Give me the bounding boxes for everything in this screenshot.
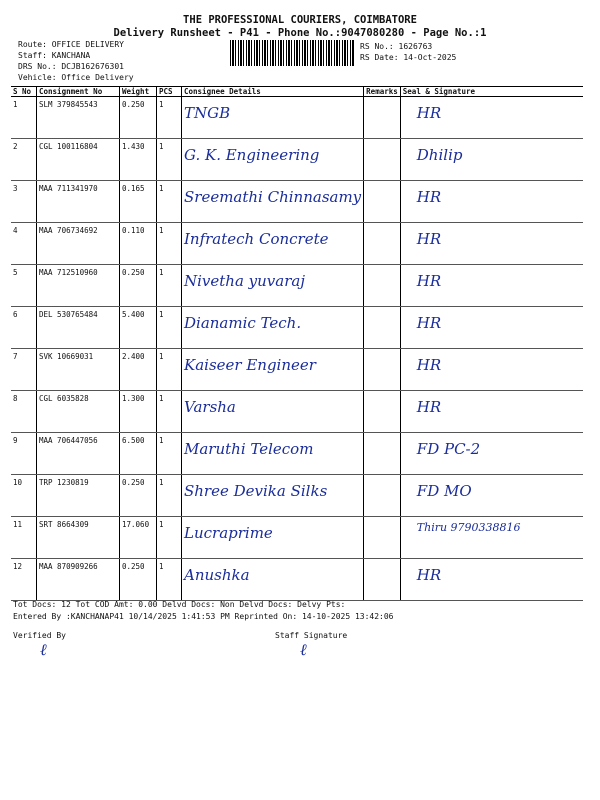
row-weight-cell (120, 517, 157, 559)
row-sno-cell (11, 181, 37, 223)
row-sno: 7 (13, 352, 18, 361)
row-consignee: Lucraprime (184, 524, 273, 542)
col-remarks: Remarks (364, 87, 401, 97)
row-signature-cell (400, 97, 583, 139)
row-sno-cell (11, 517, 37, 559)
staff-signature-scribble: ℓ (300, 640, 307, 659)
row-consignee: Shree Devika Silks (184, 482, 328, 500)
row-sno: 5 (13, 268, 18, 277)
row-consignment-no: TRP 1230819 (39, 478, 89, 487)
row-consignment-no-cell (37, 559, 120, 601)
row-pcs-cell (157, 139, 182, 181)
row-signature-cell (400, 307, 583, 349)
row-signature-cell (400, 559, 583, 601)
col-seal-signature: Seal & Signature (400, 87, 583, 97)
row-weight-cell (120, 139, 157, 181)
row-consignee-cell (182, 181, 364, 223)
row-consignment-no: SRT 8664309 (39, 520, 89, 529)
row-sno-cell (11, 475, 37, 517)
table-header-row (11, 87, 583, 97)
row-consignee-cell (182, 307, 364, 349)
row-remarks-cell (364, 433, 401, 475)
row-pcs: 1 (159, 394, 164, 403)
row-signature: FD MO (416, 482, 472, 500)
vehicle-label: Vehicle: Office Delivery (18, 73, 134, 82)
row-consignment-no: DEL 530765484 (39, 310, 98, 319)
row-consignment-no: MAA 711341970 (39, 184, 98, 193)
row-signature-cell (400, 349, 583, 391)
row-pcs-cell (157, 391, 182, 433)
row-consignment-no-cell (37, 139, 120, 181)
row-signature: HR (416, 104, 442, 122)
table-row (11, 181, 583, 223)
row-sno-cell (11, 265, 37, 307)
row-consignee: Sreemathi Chinnasamy (184, 188, 362, 206)
runsheet-table (11, 86, 583, 601)
row-pcs: 1 (159, 142, 164, 151)
row-weight: 0.110 (122, 226, 145, 235)
row-consignee: Nivetha yuvaraj (184, 272, 305, 290)
row-remarks-cell (364, 181, 401, 223)
row-consignee: TNGB (184, 104, 231, 122)
row-weight: 0.250 (122, 268, 145, 277)
row-consignment-no: MAA 712510960 (39, 268, 98, 277)
row-remarks-cell (364, 139, 401, 181)
col-sno: S No (11, 87, 37, 97)
entered-by-line: Entered By :KANCHANAP41 10/14/2025 1:41:53 PM Reprinted On: 14-10-2025 13:42:06 (13, 612, 394, 621)
row-weight: 0.250 (122, 100, 145, 109)
table-row (11, 223, 583, 265)
row-consignment-no: CGL 6035828 (39, 394, 89, 403)
row-weight-cell (120, 181, 157, 223)
row-remarks-cell (364, 517, 401, 559)
row-sno: 4 (13, 226, 18, 235)
route-label: Route: OFFICE DELIVERY (18, 40, 124, 49)
row-sno: 11 (13, 520, 23, 529)
company-title: THE PROFESSIONAL COURIERS, COIMBATORE (183, 14, 417, 26)
table-row (11, 307, 583, 349)
row-consignment-no: SLM 379845543 (39, 100, 98, 109)
col-weight: Weight (120, 87, 157, 97)
row-consignee: Kaiseer Engineer (184, 356, 316, 374)
row-remarks-cell (364, 307, 401, 349)
row-consignment-no-cell (37, 349, 120, 391)
row-weight-cell (120, 97, 157, 139)
row-weight: 2.400 (122, 352, 145, 361)
verified-signature-scribble: ℓ (40, 640, 47, 659)
table-row (11, 265, 583, 307)
row-consignment-no: MAA 706734692 (39, 226, 98, 235)
row-pcs: 1 (159, 268, 164, 277)
row-consignee: Maruthi Telecom (184, 440, 314, 458)
row-pcs: 1 (159, 226, 164, 235)
row-consignment-no: MAA 870909266 (39, 562, 98, 571)
row-weight-cell (120, 433, 157, 475)
row-consignee-cell (182, 391, 364, 433)
row-pcs-cell (157, 223, 182, 265)
row-signature: HR (416, 398, 442, 416)
row-signature: FD PC-2 (416, 440, 481, 458)
row-consignment-no-cell (37, 97, 120, 139)
row-consignment-no-cell (37, 391, 120, 433)
row-signature-cell (400, 391, 583, 433)
row-weight: 0.250 (122, 478, 145, 487)
row-pcs-cell (157, 475, 182, 517)
row-sno-cell (11, 139, 37, 181)
row-weight-cell (120, 559, 157, 601)
table-row (11, 559, 583, 601)
row-sno-cell (11, 307, 37, 349)
row-consignee-cell (182, 139, 364, 181)
verified-by-label: Verified By (13, 631, 66, 640)
row-consignee-cell (182, 475, 364, 517)
row-remarks-cell (364, 265, 401, 307)
row-consignee-cell (182, 559, 364, 601)
row-remarks-cell (364, 559, 401, 601)
row-signature-cell (400, 265, 583, 307)
row-signature-cell (400, 433, 583, 475)
row-consignee: Anushka (184, 566, 250, 584)
row-signature: HR (416, 272, 442, 290)
row-pcs: 1 (159, 100, 164, 109)
row-pcs-cell (157, 307, 182, 349)
col-consignment: Consignment No (37, 87, 120, 97)
row-signature-cell (400, 181, 583, 223)
row-pcs-cell (157, 517, 182, 559)
row-pcs-cell (157, 97, 182, 139)
row-signature-cell (400, 223, 583, 265)
row-weight-cell (120, 475, 157, 517)
row-consignment-no-cell (37, 307, 120, 349)
row-pcs-cell (157, 559, 182, 601)
row-consignee-cell (182, 517, 364, 559)
row-consignee-cell (182, 97, 364, 139)
row-consignee: Dianamic Tech. (184, 314, 302, 332)
row-consignee: Infratech Concrete (184, 230, 329, 248)
row-pcs: 1 (159, 352, 164, 361)
col-consignee: Consignee Details (182, 87, 364, 97)
row-consignee-cell (182, 349, 364, 391)
staff-label: Staff: KANCHANA (18, 51, 91, 60)
row-consignment-no-cell (37, 223, 120, 265)
row-pcs-cell (157, 265, 182, 307)
row-remarks-cell (364, 391, 401, 433)
row-sno: 1 (13, 100, 18, 109)
row-signature: Thiru 9790338816 (416, 521, 521, 534)
row-signature: HR (416, 314, 442, 332)
table-row (11, 139, 583, 181)
row-signature-cell (400, 475, 583, 517)
row-consignment-no-cell (37, 181, 120, 223)
row-sno: 8 (13, 394, 18, 403)
drs-label: DRS No.: DCJB162676301 (18, 62, 124, 71)
row-consignment-no: CGL 100116804 (39, 142, 98, 151)
row-consignee: Varsha (184, 398, 236, 416)
table-row (11, 475, 583, 517)
rs-date: RS Date: 14-Oct-2025 (360, 53, 457, 62)
table-row (11, 391, 583, 433)
row-sno-cell (11, 433, 37, 475)
row-sno: 2 (13, 142, 18, 151)
row-consignee: G. K. Engineering (184, 146, 320, 164)
row-consignment-no: SVK 10669031 (39, 352, 94, 361)
row-sno: 6 (13, 310, 18, 319)
row-sno-cell (11, 97, 37, 139)
row-weight: 5.400 (122, 310, 145, 319)
row-pcs: 1 (159, 562, 164, 571)
row-pcs-cell (157, 181, 182, 223)
row-signature: HR (416, 566, 442, 584)
row-sno-cell (11, 559, 37, 601)
row-remarks-cell (364, 223, 401, 265)
rs-number: RS No.: 1626763 (360, 42, 433, 51)
row-pcs: 1 (159, 436, 164, 445)
table-row (11, 433, 583, 475)
row-consignment-no: MAA 706447056 (39, 436, 98, 445)
row-signature-cell (400, 517, 583, 559)
row-weight: 0.165 (122, 184, 145, 193)
totals-line: Tot Docs: 12 Tot COD Amt: 0.00 Delvd Docs: Non Delvd Docs: Delvy Pts: (13, 600, 346, 609)
row-sno-cell (11, 223, 37, 265)
row-consignee-cell (182, 265, 364, 307)
col-pcs: PCS (157, 87, 182, 97)
table-row (11, 517, 583, 559)
row-weight-cell (120, 265, 157, 307)
row-weight-cell (120, 391, 157, 433)
row-sno-cell (11, 349, 37, 391)
row-sno: 10 (13, 478, 23, 487)
row-consignee-cell (182, 433, 364, 475)
row-sno: 9 (13, 436, 18, 445)
row-remarks-cell (364, 349, 401, 391)
row-pcs: 1 (159, 184, 164, 193)
row-signature: HR (416, 230, 442, 248)
row-pcs-cell (157, 349, 182, 391)
row-weight: 0.250 (122, 562, 145, 571)
row-signature: HR (416, 188, 442, 206)
table-row (11, 349, 583, 391)
row-consignment-no-cell (37, 475, 120, 517)
row-weight-cell (120, 349, 157, 391)
row-weight: 1.300 (122, 394, 145, 403)
row-weight: 17.060 (122, 520, 150, 529)
row-consignment-no-cell (37, 517, 120, 559)
row-signature: Dhilip (416, 146, 463, 164)
staff-signature-label: Staff Signature (275, 631, 348, 640)
row-signature: HR (416, 356, 442, 374)
row-sno: 12 (13, 562, 23, 571)
row-consignment-no-cell (37, 433, 120, 475)
row-weight-cell (120, 307, 157, 349)
row-remarks-cell (364, 97, 401, 139)
row-sno: 3 (13, 184, 18, 193)
row-pcs: 1 (159, 478, 164, 487)
row-weight: 1.430 (122, 142, 145, 151)
row-pcs: 1 (159, 520, 164, 529)
row-pcs-cell (157, 433, 182, 475)
row-sno-cell (11, 391, 37, 433)
row-weight-cell (120, 223, 157, 265)
row-consignee-cell (182, 223, 364, 265)
runsheet-title: Delivery Runsheet - P41 - Phone No.:9047080280 - Page No.:1 (113, 27, 487, 39)
row-remarks-cell (364, 475, 401, 517)
row-pcs: 1 (159, 310, 164, 319)
row-signature-cell (400, 139, 583, 181)
row-weight: 6.500 (122, 436, 145, 445)
barcode (230, 40, 355, 66)
table-row (11, 97, 583, 139)
row-consignment-no-cell (37, 265, 120, 307)
